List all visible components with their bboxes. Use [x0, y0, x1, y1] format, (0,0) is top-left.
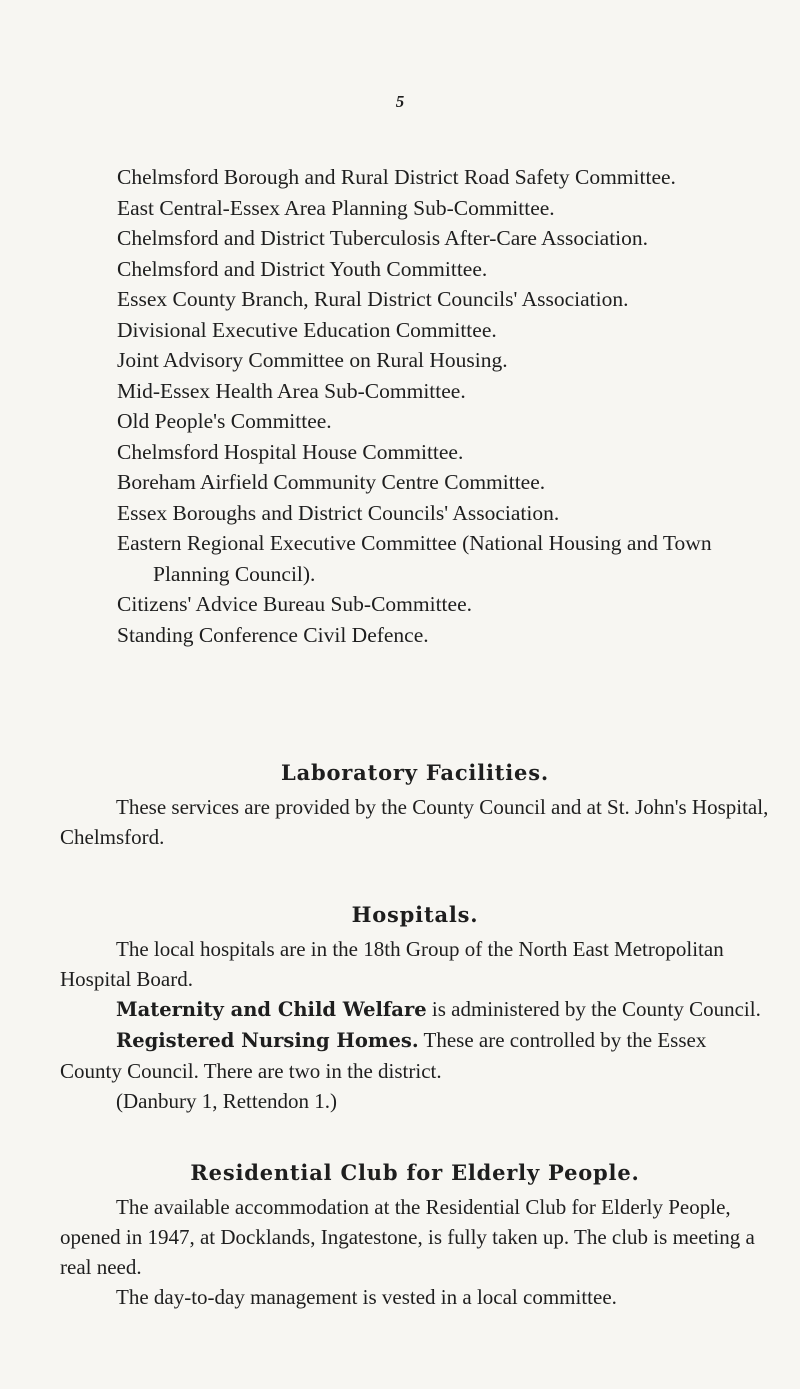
laboratory-section: [60, 758, 770, 852]
maternity-paragraph: [60, 994, 770, 1025]
nursing-text: These are controlled by the Essex County Council. There are two in the district.: [60, 1028, 707, 1083]
page-number: 5: [395, 92, 405, 111]
committee-item: Joint Advisory Committee on Rural Housing.: [117, 348, 508, 372]
laboratory-text: These services are provided by the County Council and at St. John's Hospital, Chelmsford.: [60, 795, 769, 849]
residential-text-1: The available accommodation at the Residential Club for Elderly People, opened in 1947, at Docklands, Ingatestone, is fully taken up. The club is meeting a real need.: [60, 1195, 755, 1279]
committee-item: Essex County Branch, Rural District Councils' Association.: [117, 287, 629, 311]
residential-text-2: The day-to-day management is vested in a local committee.: [116, 1285, 617, 1309]
hospitals-section: [60, 900, 770, 1116]
committee-item: East Central-Essex Area Planning Sub-Committee.: [117, 195, 555, 220]
committee-item: Chelmsford Borough and Rural District Road Safety Committee.: [117, 165, 676, 189]
committee-list: [117, 162, 767, 650]
committee-item: Essex Boroughs and District Councils' Association.: [117, 500, 560, 525]
committee-item: Standing Conference Civil Defence.: [117, 622, 429, 647]
nursing-lead: Registered Nursing Homes.: [116, 1029, 419, 1052]
committee-item: Divisional Executive Education Committee.: [117, 317, 497, 342]
committee-item: Citizens' Advice Bureau Sub-Committee.: [117, 592, 472, 616]
committee-item: Chelmsford and District Youth Committee.: [117, 256, 488, 281]
laboratory-heading: Laboratory Facilities.: [281, 760, 549, 785]
hospitals-text: The local hospitals are in the 18th Group of the North East Metropolitan Hospital Board.: [60, 937, 724, 991]
maternity-lead: Maternity and Child Welfare: [116, 998, 427, 1021]
committee-item: Boreham Airfield Community Centre Committee.: [117, 470, 546, 494]
committee-item: Mid-Essex Health Area Sub-Committee.: [117, 378, 466, 403]
committee-item: Chelmsford and District Tuberculosis After-Care Association.: [117, 226, 649, 250]
maternity-text: is administered by the County Council.: [426, 997, 761, 1021]
committee-item: Eastern Regional Executive Committee (National Housing and Town Planning Council).: [117, 531, 712, 586]
nursing-note: (Danbury 1, Rettendon 1.): [116, 1089, 338, 1113]
residential-section: [60, 1158, 770, 1312]
residential-heading: Residential Club for Elderly People.: [190, 1160, 640, 1185]
nursing-paragraph: [60, 1025, 770, 1086]
hospitals-heading: Hospitals.: [351, 902, 479, 927]
committee-item: Chelmsford Hospital House Committee.: [117, 439, 464, 464]
committee-item: Old People's Committee.: [117, 409, 332, 433]
